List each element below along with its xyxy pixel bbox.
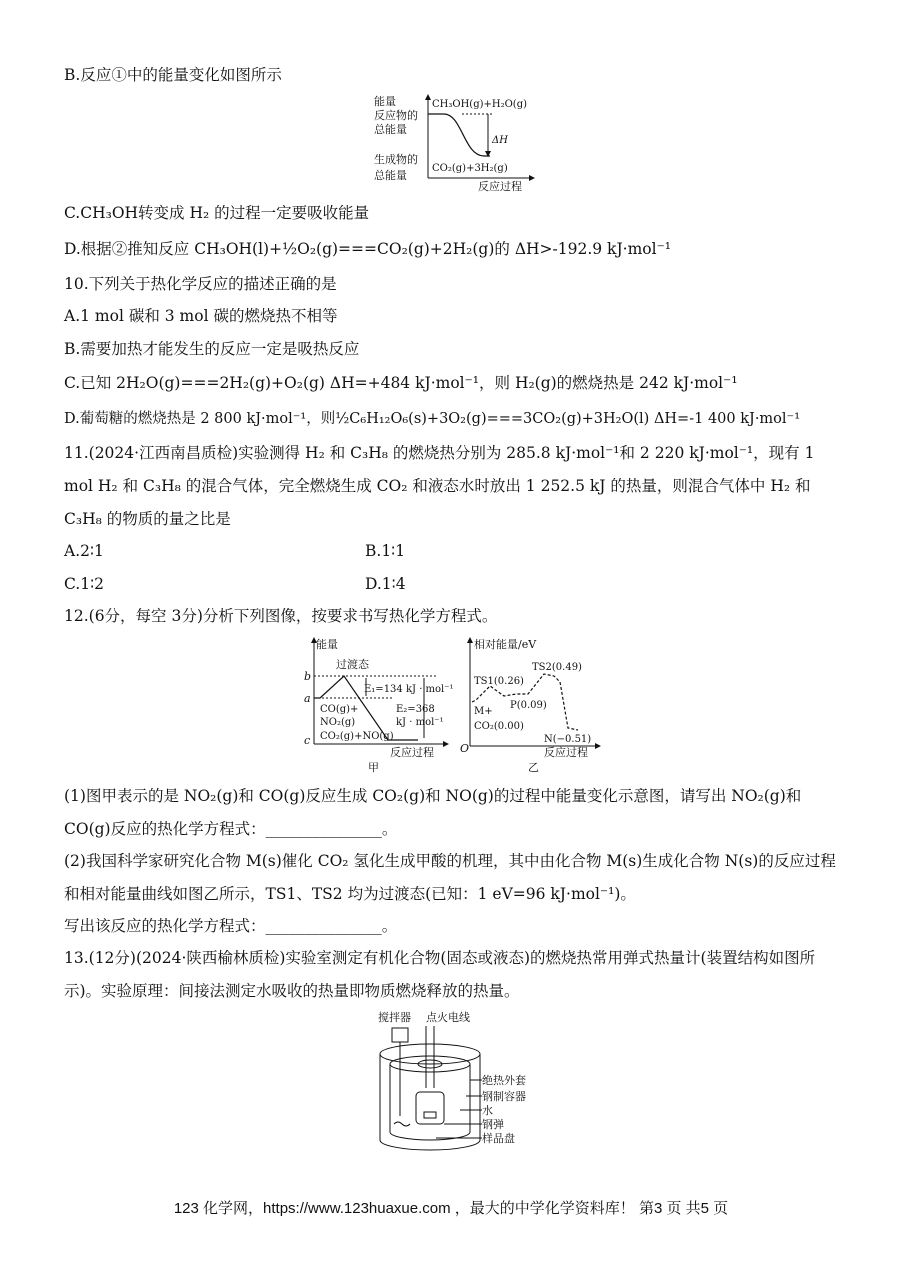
- q12-part-2-answer: 写出该反应的热化学方程式：_______________。: [64, 917, 398, 935]
- yi-m-1: M+: [474, 706, 493, 717]
- jia-caption: 甲: [368, 761, 379, 774]
- fig1-top-species: CH₃OH(g)+H₂O(g): [432, 99, 528, 110]
- cal-water-label: 水: [482, 1104, 493, 1117]
- yi-ts1: TS1(0.26): [474, 676, 524, 687]
- cal-bomb-label: 钢弹: [482, 1118, 504, 1131]
- q12-part-1: (1)图甲表示的是 NO₂(g)和 CO(g)反应生成 CO₂(g)和 NO(g)的过程中能量变化示意图，请写出 NO₂(g)和 CO(g)反应的热化学方程式：_______________。: [64, 787, 802, 838]
- option-d-text: D.根据②推知反应 CH₃OH(l)+½O₂(g)===CO₂(g)+2H₂(g)的 ΔH>-192.9 kJ·mol⁻¹: [64, 240, 671, 258]
- cal-vessel-label: 钢制容器: [482, 1090, 526, 1103]
- fig1-reactant-label-2: 总能量: [374, 123, 407, 136]
- energy-diagram-jia: [298, 634, 458, 776]
- yi-x-label: 反应过程: [544, 746, 588, 759]
- page-footer: 123 化学网，https://www.123huaxue.com ，最大的中学化学资料库！ 第3 页 共5 页: [173, 1200, 729, 1217]
- cal-wire-label: 点火电线: [426, 1011, 470, 1024]
- fig1-product-label-1: 生成物的: [374, 153, 418, 166]
- fig1-reactant-label-1: 反应物的: [374, 109, 418, 122]
- jia-tick-b: b: [304, 670, 312, 683]
- jia-x-label: 反应过程: [390, 746, 434, 759]
- yi-caption: 乙: [528, 761, 539, 774]
- jia-products: CO₂(g)+NO(g): [320, 731, 394, 742]
- bomb-calorimeter-diagram: [370, 1008, 540, 1156]
- q10-option-b: B.需要加热才能发生的反应一定是吸热反应: [64, 340, 360, 358]
- fig1-product-label-2: 总能量: [374, 169, 407, 182]
- yi-ts2: TS2(0.49): [532, 662, 582, 673]
- option-b-text: B.反应①中的能量变化如图所示: [64, 66, 282, 84]
- yi-origin: O: [460, 742, 470, 755]
- q11-option-b: B.1∶1: [365, 542, 406, 560]
- q11-option-a: A.2∶1: [64, 542, 104, 560]
- fig1-bottom-species: CO₂(g)+3H₂(g): [432, 163, 508, 174]
- fig1-y-label: 能量: [374, 95, 396, 108]
- yi-p: P(0.09): [510, 700, 547, 711]
- question-12: 12.(6分，每空 3分)分析下列图像，按要求书写热化学方程式。: [64, 607, 498, 625]
- jia-y-label: 能量: [316, 638, 338, 651]
- q10-option-a: A.1 mol 碳和 3 mol 碳的燃烧热不相等: [64, 307, 338, 325]
- yi-n: N(−0.51): [544, 734, 592, 745]
- cal-pan-label: 样品盘: [482, 1132, 515, 1145]
- yi-m-2: CO₂(0.00): [474, 721, 524, 732]
- question-10: 10.下列关于热化学反应的描述正确的是: [64, 275, 337, 293]
- q12-part-2: (2)我国科学家研究化合物 M(s)催化 CO₂ 氢化生成甲酸的机理，其中由化合物 M(s)生成化合物 N(s)的反应过程和相对能量曲线如图乙所示，TS1、TS2 均为过渡态(已知：1 eV=96 kJ·mol⁻¹)。: [64, 852, 836, 903]
- fig1-energy-curve: [428, 114, 490, 156]
- cal-jacket-label: 绝热外套: [482, 1074, 526, 1087]
- jia-reactants-1: CO(g)+: [320, 704, 359, 715]
- q11-option-d: D.1∶4: [365, 575, 406, 593]
- option-c-text: C.CH₃OH转变成 H₂ 的过程一定要吸收能量: [64, 204, 370, 222]
- question-13: 13.(12分)(2024·陕西榆林质检)实验室测定有机化合物(固态或液态)的燃烧热常用弹式热量计(装置结构如图所示)。实验原理：间接法测定水吸收的热量即物质燃烧释放的热量。: [64, 949, 816, 1000]
- q10-option-d: D.葡萄糖的燃烧热是 2 800 kJ·mol⁻¹，则½C₆H₁₂O₆(s)+3O₂(g)===3CO₂(g)+3H₂O(l) ΔH=-1 400 kJ·mol⁻¹: [64, 411, 801, 427]
- fig1-x-label: 反应过程: [478, 180, 522, 193]
- question-11: 11.(2024·江西南昌质检)实验测得 H₂ 和 C₃H₈ 的燃烧热分别为 285.8 kJ·mol⁻¹和 2 220 kJ·mol⁻¹，现有 1 mol H₂ 和 C₃H₈ 的混合气体，完全燃烧生成 CO₂ 和液态水时放出 1 252.5 kJ 的热量，则混合气体中 H₂ 和 C₃H₈ 的物质的量之比是: [64, 444, 815, 528]
- fig1-x-arrow: [529, 175, 535, 181]
- energy-diagram-yi: [458, 634, 608, 776]
- cal-stirrer-label: 搅拌器: [378, 1011, 411, 1024]
- q10-option-c: C.已知 2H₂O(g)===2H₂(g)+O₂(g) ΔH=+484 kJ·mol⁻¹，则 H₂(g)的燃烧热是 242 kJ·mol⁻¹: [64, 374, 738, 392]
- jia-reactants-2: NO₂(g): [320, 717, 356, 728]
- energy-diagram-reaction-1: [372, 92, 542, 195]
- jia-tick-a: a: [304, 692, 311, 705]
- jia-transition-state: 过渡态: [336, 658, 369, 671]
- jia-e2-unit: kJ · mol⁻¹: [396, 717, 444, 728]
- fig1-delta-h: ΔH: [492, 135, 508, 146]
- jia-e2-value: E₂=368: [396, 704, 435, 715]
- q11-option-c: C.1∶2: [64, 575, 104, 593]
- fig1-y-arrow: [425, 94, 431, 100]
- jia-e1: E₁=134 kJ · mol⁻¹: [364, 684, 454, 695]
- jia-tick-c: c: [304, 734, 311, 747]
- yi-y-label: 相对能量/eV: [474, 638, 537, 651]
